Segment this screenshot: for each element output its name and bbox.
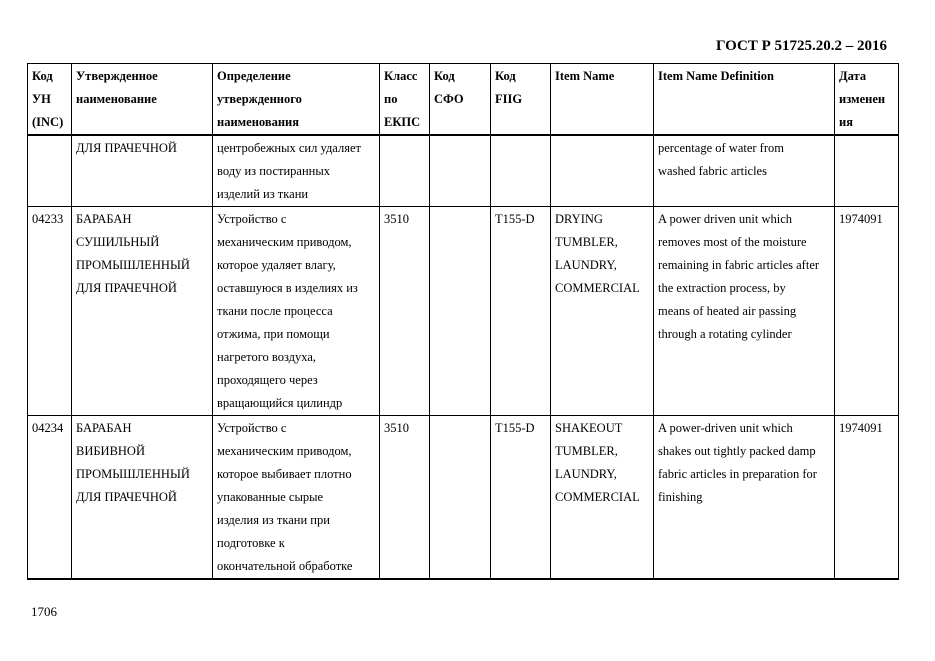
cell-text-line: механическим приводом, (217, 235, 352, 249)
cell-text-line: fabric articles in preparation for (658, 467, 817, 481)
cell-text-line: Код (434, 69, 455, 83)
table-header-row (28, 64, 899, 136)
cell-text-line: Утвержденное (76, 69, 158, 83)
cell-text-line: COMMERCIAL (555, 490, 640, 504)
cell-text-line: изделий из ткани (217, 187, 309, 201)
item-name-definition-cell (654, 416, 835, 580)
item-name-definition-cell (654, 135, 835, 207)
document-code: ГОСТ Р 51725.20.2 – 2016 (715, 38, 887, 54)
cell-text-line: removes most of the moisture (658, 235, 807, 249)
cell-text-line: ЕКПС (384, 115, 421, 129)
cell-text-line: A power-driven unit which (658, 421, 793, 435)
table-row (28, 135, 899, 207)
cell-text-line: Дата (839, 69, 867, 83)
cell-text-line: изделия из ткани при (217, 513, 330, 527)
cell-text-line: нагретого воздуха, (217, 350, 317, 364)
change-date-cell (835, 135, 899, 207)
header-name-definition-ru (213, 64, 380, 136)
cell-text-line: Item Name (555, 69, 615, 83)
cell-text-line: T155-D (495, 212, 535, 226)
item-name-cell (551, 207, 654, 416)
header-item-name-definition (654, 64, 835, 136)
header-change-date (835, 64, 899, 136)
approved-name-cell (72, 416, 213, 580)
cell-text-line: центробежных сил удаляет (217, 141, 361, 155)
header-fiig-code (491, 64, 551, 136)
cell-text-line: (INC) (32, 115, 64, 129)
cell-text-line: оставшуюся в изделиях из (217, 281, 358, 295)
cell-text-line: которое удаляет влагу, (217, 258, 336, 272)
cell-text-line: TUMBLER, (555, 235, 618, 249)
cell-text-line: shakes out tightly packed damp (658, 444, 816, 458)
cell-text-line: ПРОМЫШЛЕННЫЙ (76, 467, 190, 481)
cell-text-line: Определение (217, 69, 291, 83)
cell-text-line: LAUNDRY, (555, 467, 617, 481)
cell-text-line: ДЛЯ ПРАЧЕЧНОЙ (76, 281, 177, 295)
header-item-name (551, 64, 654, 136)
cell-text-line: БАРАБАН (76, 212, 132, 226)
cell-text-line: отжима, при помощи (217, 327, 330, 341)
cell-text-line: 3510 (384, 212, 409, 226)
cell-text-line: подготовке к (217, 536, 285, 550)
cell-text-line: 1974091 (839, 421, 883, 435)
sfo-code-cell (430, 207, 491, 416)
inc-code-cell (28, 207, 72, 416)
cell-text-line: СФО (434, 92, 464, 106)
cell-text-line: которое выбивает плотно (217, 467, 352, 481)
cell-text-line: Код (495, 69, 516, 83)
cell-text-line: T155-D (495, 421, 535, 435)
change-date-cell (835, 207, 899, 416)
cell-text-line: the extraction process, by (658, 281, 786, 295)
cell-text-line: ВИБИВНОЙ (76, 444, 145, 458)
cell-text-line: БАРАБАН (76, 421, 132, 435)
sfo-code-cell (430, 416, 491, 580)
header-inc-code (28, 64, 72, 136)
cell-text-line: 3510 (384, 421, 409, 435)
cell-text-line: LAUNDRY, (555, 258, 617, 272)
cell-text-line: SHAKEOUT (555, 421, 623, 435)
header-ekps-class (380, 64, 430, 136)
cell-text-line: наименование (76, 92, 157, 106)
cell-text-line: A power driven unit which (658, 212, 793, 226)
cell-text-line: Item Name Definition (658, 69, 774, 83)
cell-text-line: воду из постиранных (217, 164, 330, 178)
item-name-definition-cell (654, 207, 835, 416)
name-definition-ru-cell (213, 135, 380, 207)
cell-text-line: Устройство с (217, 212, 287, 226)
ekps-class-cell (380, 135, 430, 207)
nomenclature-table (27, 63, 899, 580)
ekps-class-cell (380, 416, 430, 580)
cell-text-line: through a rotating cylinder (658, 327, 792, 341)
cell-text-line: COMMERCIAL (555, 281, 640, 295)
cell-text-line: вращающийся цилиндр (217, 396, 343, 410)
cell-text-line: means of heated air passing (658, 304, 797, 318)
table-row (28, 207, 899, 416)
approved-name-cell (72, 135, 213, 207)
cell-text-line: Код (32, 69, 53, 83)
cell-text-line: Устройство с (217, 421, 287, 435)
cell-text-line: утвержденного (217, 92, 302, 106)
sfo-code-cell (430, 135, 491, 207)
cell-text-line: 1974091 (839, 212, 883, 226)
ekps-class-cell (380, 207, 430, 416)
cell-text-line: окончательной обработке (217, 559, 353, 573)
cell-text-line: ДЛЯ ПРАЧЕЧНОЙ (76, 141, 177, 155)
item-name-cell (551, 135, 654, 207)
cell-text-line: TUMBLER, (555, 444, 618, 458)
cell-text-line: изменен (839, 92, 886, 106)
fiig-code-cell (491, 207, 551, 416)
fiig-code-cell (491, 135, 551, 207)
cell-text-line: ПРОМЫШЛЕННЫЙ (76, 258, 190, 272)
cell-text-line: percentage of water from (658, 141, 784, 155)
header-sfo-code (430, 64, 491, 136)
cell-text-line: washed fabric articles (658, 164, 767, 178)
table-row (28, 416, 899, 580)
cell-text-line: упакованные сырые (217, 490, 324, 504)
inc-code-cell (28, 416, 72, 580)
cell-text-line: по (384, 92, 398, 106)
fiig-code-cell (491, 416, 551, 580)
approved-name-cell (72, 207, 213, 416)
cell-text-line: DRYING (555, 212, 603, 226)
inc-code-cell (28, 135, 72, 207)
cell-text-line: механическим приводом, (217, 444, 352, 458)
cell-text-line: ДЛЯ ПРАЧЕЧНОЙ (76, 490, 177, 504)
cell-text-line: finishing (658, 490, 703, 504)
change-date-cell (835, 416, 899, 580)
cell-text-line: УН (32, 92, 51, 106)
page-number: 1706 (31, 604, 57, 619)
item-name-cell (551, 416, 654, 580)
cell-text-line: remaining in fabric articles after (658, 258, 820, 272)
cell-text-line: ткани после процесса (217, 304, 333, 318)
name-definition-ru-cell (213, 416, 380, 580)
cell-text-line: 04233 (32, 212, 64, 226)
name-definition-ru-cell (213, 207, 380, 416)
cell-text-line: ия (839, 115, 853, 129)
cell-text-line: наименования (217, 115, 300, 129)
cell-text-line: FIIG (495, 92, 523, 106)
header-approved-name (72, 64, 213, 136)
cell-text-line: 04234 (32, 421, 64, 435)
cell-text-line: Класс (384, 69, 418, 83)
cell-text-line: СУШИЛЬНЫЙ (76, 235, 160, 249)
cell-text-line: проходящего через (217, 373, 318, 387)
